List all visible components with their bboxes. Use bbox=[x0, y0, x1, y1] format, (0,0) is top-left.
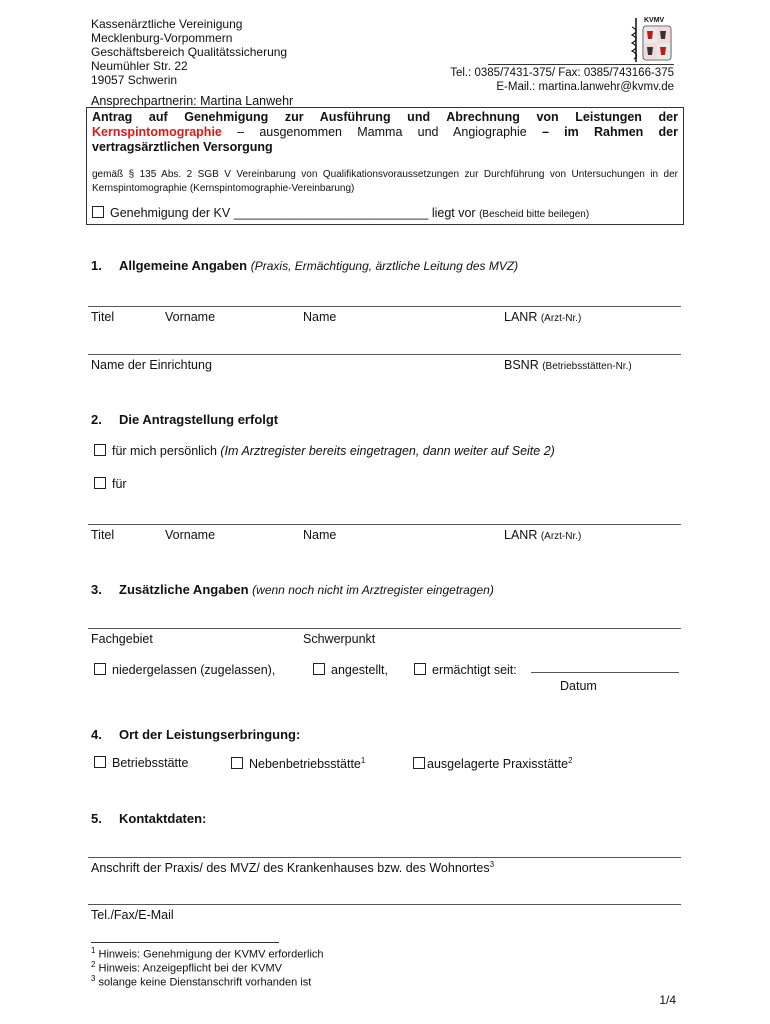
contact-block bbox=[450, 66, 674, 94]
title-part: Antrag auf Genehmigung zur Ausführung und Abrechnung von Leistungen der bbox=[92, 110, 678, 124]
section-3-heading bbox=[91, 582, 494, 597]
label-bsnr bbox=[504, 358, 632, 372]
label-tel-fax-email: Tel./Fax/E-Mail bbox=[91, 908, 174, 922]
input-line[interactable] bbox=[88, 354, 681, 355]
kv-approval-row bbox=[92, 206, 589, 220]
angestellt-checkbox[interactable] bbox=[313, 663, 325, 675]
section-title: Zusätzliche Angaben bbox=[119, 582, 249, 597]
label-anschrift bbox=[91, 860, 494, 875]
option-label: ermächtigt seit: bbox=[432, 663, 517, 677]
label-datum: Datum bbox=[560, 679, 597, 693]
ausgelagert-checkbox[interactable] bbox=[413, 757, 425, 769]
label-fachgebiet: Fachgebiet bbox=[91, 632, 153, 646]
lanr-note: (Arzt-Nr.) bbox=[540, 531, 582, 542]
option-label: für bbox=[112, 477, 127, 491]
section-5-heading bbox=[91, 811, 206, 826]
option-label: für mich persönlich bbox=[112, 444, 217, 458]
contact-divider bbox=[488, 64, 674, 65]
option-label: ausgelagerte Praxisstätte bbox=[427, 757, 569, 772]
section-note: (wenn noch nicht im Arztregister eingetragen) bbox=[252, 583, 494, 597]
lanr-note: (Arzt-Nr.) bbox=[540, 313, 582, 324]
section-title: Die Antragstellung erfolgt bbox=[119, 412, 279, 427]
option-personal bbox=[94, 444, 555, 458]
option-betriebsstaette bbox=[94, 756, 188, 770]
label-lanr bbox=[504, 310, 581, 324]
option-label: niedergelassen (zugelassen), bbox=[112, 663, 276, 677]
title-part: – im Rahmen der vertragsärztlichen Versorgung bbox=[92, 125, 679, 154]
label-titel: Titel bbox=[91, 310, 115, 324]
footnote bbox=[91, 946, 324, 961]
form-title bbox=[92, 110, 678, 155]
label-einrichtung: Name der Einrichtung bbox=[91, 358, 212, 372]
label-lanr bbox=[504, 528, 581, 542]
nebenbetriebsstaette-checkbox[interactable] bbox=[231, 757, 243, 769]
label-name: Name bbox=[303, 310, 337, 324]
label-titel: Titel bbox=[91, 528, 115, 542]
footnote bbox=[91, 974, 311, 989]
section-4-heading bbox=[91, 727, 300, 742]
svg-text:KVMV: KVMV bbox=[644, 17, 665, 24]
section-1-heading bbox=[91, 258, 518, 273]
kv-approval-note: (Bescheid bitte beilegen) bbox=[479, 209, 590, 220]
section-number: 2. bbox=[91, 412, 102, 427]
section-title: Allgemeine Angaben bbox=[119, 258, 248, 273]
address-block bbox=[91, 17, 287, 87]
address-line: Geschäftsbereich Qualitätssicherung bbox=[91, 45, 288, 59]
footnote-number: 3 bbox=[91, 974, 96, 983]
label-vorname: Vorname bbox=[165, 528, 216, 542]
input-line[interactable] bbox=[88, 904, 681, 905]
input-line[interactable] bbox=[88, 306, 681, 307]
option-nebenbetriebsstaette bbox=[231, 756, 365, 771]
option-label: Betriebsstätte bbox=[112, 756, 189, 770]
lanr-text: LANR bbox=[504, 528, 538, 542]
footnote-text: Hinweis: Anzeigepflicht bei der KVMV bbox=[98, 962, 282, 975]
kv-approval-checkbox[interactable] bbox=[92, 206, 104, 218]
bsnr-note: (Betriebsstätten-Nr.) bbox=[542, 361, 632, 372]
footnote-ref: 2 bbox=[568, 756, 573, 765]
bsnr-text: BSNR bbox=[504, 358, 539, 372]
title-part: – ausgenommen Mamma und Angiographie bbox=[221, 125, 527, 139]
niedergelassen-checkbox[interactable] bbox=[94, 663, 106, 675]
label-vorname: Vorname bbox=[165, 310, 216, 324]
footnote-number: 1 bbox=[91, 946, 96, 955]
footnote-text: solange keine Dienstanschrift vorhanden ist bbox=[98, 976, 312, 989]
input-line[interactable] bbox=[88, 628, 681, 629]
lanr-text: LANR bbox=[504, 310, 538, 324]
footnote-text: Hinweis: Genehmigung der KVMV erforderlich bbox=[98, 948, 324, 961]
section-number: 1. bbox=[91, 258, 102, 273]
input-line[interactable] bbox=[88, 857, 681, 858]
footnote bbox=[91, 960, 282, 975]
section-2-heading bbox=[91, 412, 278, 427]
kvmv-logo bbox=[626, 15, 676, 65]
footnote-ref: 1 bbox=[360, 756, 366, 765]
footnote-number: 2 bbox=[91, 960, 96, 969]
option-for bbox=[94, 477, 127, 491]
for-checkbox[interactable] bbox=[94, 477, 106, 489]
option-ausgelagert bbox=[413, 756, 573, 771]
address-line: Mecklenburg-Vorpommern bbox=[91, 31, 233, 45]
footnote-ref: 3 bbox=[489, 860, 495, 869]
address-line: Neumühler Str. 22 bbox=[91, 59, 188, 73]
section-title: Kontaktdaten: bbox=[119, 811, 207, 826]
section-title: Ort der Leistungserbringung: bbox=[119, 727, 301, 742]
betriebsstaette-checkbox[interactable] bbox=[94, 756, 106, 768]
section-note: (Praxis, Ermächtigung, ärztliche Leitung des MVZ) bbox=[250, 259, 519, 273]
section-number: 3. bbox=[91, 582, 102, 597]
label-schwerpunkt: Schwerpunkt bbox=[303, 632, 376, 646]
option-note: (Im Arztregister bereits eingetragen, dann weiter auf Seite 2) bbox=[220, 444, 555, 458]
anschrift-text: Anschrift der Praxis/ des MVZ/ des Krankenhauses bzw. des Wohnortes bbox=[91, 861, 490, 876]
personal-checkbox[interactable] bbox=[94, 444, 106, 456]
date-input-line[interactable] bbox=[531, 672, 679, 673]
option-ermaechtigt bbox=[414, 663, 517, 677]
page-number: 1/4 bbox=[659, 993, 676, 1007]
phone-fax: Tel.: 0385/7431-375/ Fax: 0385/743166-375 bbox=[450, 67, 674, 79]
kv-approval-label: Genehmigung der KV ____________________________ liegt vor bbox=[110, 206, 476, 220]
option-label: Nebenbetriebsstätte bbox=[249, 757, 361, 772]
option-angestellt bbox=[313, 663, 388, 677]
ermaechtigt-checkbox[interactable] bbox=[414, 663, 426, 675]
contact-person: Ansprechpartnerin: Martina Lanwehr bbox=[91, 94, 294, 108]
section-number: 5. bbox=[91, 811, 102, 826]
email: E-Mail.: martina.lanwehr@kvmv.de bbox=[496, 81, 674, 93]
option-niedergelassen bbox=[94, 663, 275, 677]
legal-basis: gemäß § 135 Abs. 2 SGB V Vereinbarung von Qualifikationsvoraussetzungen zur Durchführung von Untersuchungen in der Kernspintomographie (Kernspintomographie-Vereinbarung) bbox=[92, 169, 678, 194]
input-line[interactable] bbox=[88, 524, 681, 525]
footnote-divider bbox=[91, 942, 279, 943]
address-line: Kassenärztliche Vereinigung bbox=[91, 17, 243, 31]
option-label: angestellt, bbox=[331, 663, 388, 677]
section-number: 4. bbox=[91, 727, 102, 742]
label-name: Name bbox=[303, 528, 337, 542]
title-highlight: Kernspintomographie bbox=[92, 125, 222, 139]
address-line: 19057 Schwerin bbox=[91, 73, 178, 87]
